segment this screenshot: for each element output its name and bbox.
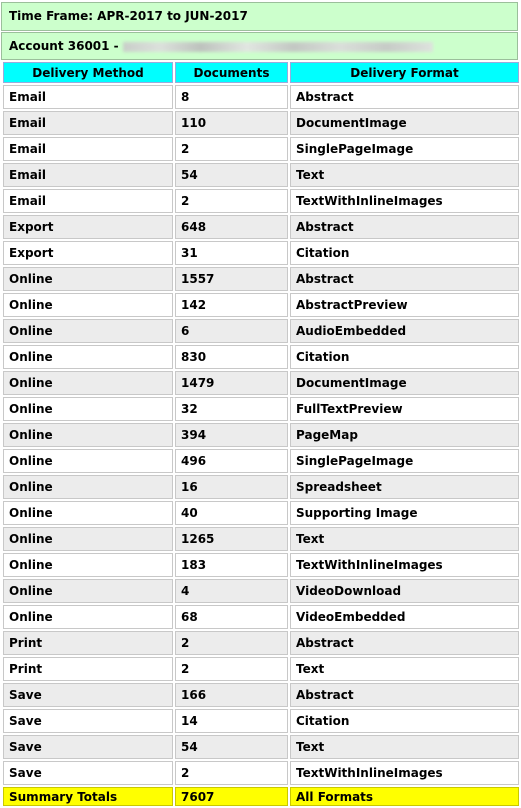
delivery-format-cell: TextWithInlineImages: [290, 553, 519, 577]
documents-cell: 2: [175, 657, 288, 681]
table-row: [3, 189, 519, 213]
delivery-format-cell: Text: [290, 735, 519, 759]
delivery-method-cell: Online: [3, 605, 173, 629]
table-row: [3, 527, 519, 551]
table-row: [3, 683, 519, 707]
delivery-format-cell: VideoDownload: [290, 579, 519, 603]
delivery-format-cell: SinglePageImage: [290, 449, 519, 473]
delivery-method-cell: Print: [3, 657, 173, 681]
delivery-method-cell: Online: [3, 345, 173, 369]
documents-cell: 2: [175, 631, 288, 655]
delivery-format-cell: VideoEmbedded: [290, 605, 519, 629]
table-row: [3, 371, 519, 395]
documents-cell: 6: [175, 319, 288, 343]
delivery-method-cell: Print: [3, 631, 173, 655]
delivery-method-cell: Online: [3, 397, 173, 421]
table-row: [3, 319, 519, 343]
documents-cell: 496: [175, 449, 288, 473]
delivery-method-cell: Email: [3, 189, 173, 213]
delivery-method-cell: Online: [3, 267, 173, 291]
delivery-method-cell: Save: [3, 683, 173, 707]
documents-cell: 2: [175, 761, 288, 785]
delivery-format-cell: Abstract: [290, 631, 519, 655]
delivery-format-cell: Text: [290, 163, 519, 187]
delivery-method-cell: Email: [3, 111, 173, 135]
delivery-report-table: [1, 60, 521, 808]
table-row: [3, 345, 519, 369]
delivery-method-cell: Email: [3, 137, 173, 161]
delivery-method-cell: Online: [3, 475, 173, 499]
documents-cell: 183: [175, 553, 288, 577]
table-row: [3, 241, 519, 265]
documents-cell: 32: [175, 397, 288, 421]
delivery-method-cell: Online: [3, 579, 173, 603]
documents-cell: 16: [175, 475, 288, 499]
documents-cell: 1479: [175, 371, 288, 395]
documents-cell: 1557: [175, 267, 288, 291]
documents-cell: 1265: [175, 527, 288, 551]
table-row: [3, 449, 519, 473]
delivery-format-cell: DocumentImage: [290, 371, 519, 395]
delivery-method-cell: Save: [3, 709, 173, 733]
documents-cell: 166: [175, 683, 288, 707]
column-header-delivery-format: Delivery Format: [290, 62, 519, 83]
documents-cell: 54: [175, 735, 288, 759]
documents-cell: 2: [175, 137, 288, 161]
delivery-format-cell: Supporting Image: [290, 501, 519, 525]
table-row: [3, 423, 519, 447]
delivery-method-cell: Save: [3, 761, 173, 785]
account-banner: [1, 32, 518, 60]
delivery-method-cell: Online: [3, 293, 173, 317]
delivery-format-cell: Abstract: [290, 267, 519, 291]
table-row: [3, 163, 519, 187]
delivery-format-cell: Abstract: [290, 215, 519, 239]
delivery-method-cell: Email: [3, 163, 173, 187]
table-row: [3, 397, 519, 421]
summary-totals-format: All Formats: [290, 787, 519, 806]
delivery-format-cell: TextWithInlineImages: [290, 189, 519, 213]
time-frame-label: Time Frame: APR-2017 to JUN-2017: [9, 9, 248, 23]
documents-cell: 648: [175, 215, 288, 239]
delivery-format-cell: Text: [290, 527, 519, 551]
table-row: [3, 761, 519, 785]
summary-totals-row: [3, 787, 519, 806]
delivery-method-cell: Online: [3, 449, 173, 473]
table-row: [3, 267, 519, 291]
table-row: [3, 475, 519, 499]
table-row: [3, 735, 519, 759]
documents-cell: 110: [175, 111, 288, 135]
delivery-method-cell: Email: [3, 85, 173, 109]
delivery-method-cell: Online: [3, 319, 173, 343]
delivery-method-cell: Save: [3, 735, 173, 759]
delivery-method-cell: Export: [3, 215, 173, 239]
table-body: [3, 85, 519, 806]
table-row: [3, 137, 519, 161]
delivery-format-cell: FullTextPreview: [290, 397, 519, 421]
delivery-method-cell: Online: [3, 553, 173, 577]
documents-cell: 54: [175, 163, 288, 187]
table-row: [3, 215, 519, 239]
table-row: [3, 579, 519, 603]
table-header-row: [3, 62, 519, 83]
column-header-delivery-method: Delivery Method: [3, 62, 173, 83]
table-row: [3, 501, 519, 525]
documents-cell: 14: [175, 709, 288, 733]
delivery-format-cell: Citation: [290, 241, 519, 265]
delivery-method-cell: Online: [3, 501, 173, 525]
delivery-format-cell: Abstract: [290, 683, 519, 707]
delivery-method-cell: Online: [3, 371, 173, 395]
table-row: [3, 553, 519, 577]
time-frame-banner: [1, 2, 518, 31]
documents-cell: 68: [175, 605, 288, 629]
delivery-format-cell: Spreadsheet: [290, 475, 519, 499]
delivery-format-cell: PageMap: [290, 423, 519, 447]
delivery-method-cell: Export: [3, 241, 173, 265]
documents-cell: 31: [175, 241, 288, 265]
delivery-format-cell: DocumentImage: [290, 111, 519, 135]
table-row: [3, 631, 519, 655]
documents-cell: 8: [175, 85, 288, 109]
delivery-format-cell: Citation: [290, 345, 519, 369]
table-row: [3, 111, 519, 135]
documents-cell: 2: [175, 189, 288, 213]
documents-cell: 394: [175, 423, 288, 447]
delivery-format-cell: Abstract: [290, 85, 519, 109]
summary-totals-documents: 7607: [175, 787, 288, 806]
delivery-format-cell: SinglePageImage: [290, 137, 519, 161]
delivery-method-cell: Online: [3, 527, 173, 551]
redacted-account-name: [123, 42, 433, 52]
documents-cell: 830: [175, 345, 288, 369]
account-label: Account 36001 -: [9, 39, 119, 53]
documents-cell: 4: [175, 579, 288, 603]
delivery-format-cell: TextWithInlineImages: [290, 761, 519, 785]
table-row: [3, 293, 519, 317]
documents-cell: 142: [175, 293, 288, 317]
table-row: [3, 709, 519, 733]
delivery-format-cell: Citation: [290, 709, 519, 733]
delivery-format-cell: AudioEmbedded: [290, 319, 519, 343]
delivery-format-cell: Text: [290, 657, 519, 681]
documents-cell: 40: [175, 501, 288, 525]
table-row: [3, 85, 519, 109]
column-header-documents: Documents: [175, 62, 288, 83]
summary-totals-label: Summary Totals: [3, 787, 173, 806]
table-row: [3, 657, 519, 681]
delivery-format-cell: AbstractPreview: [290, 293, 519, 317]
delivery-method-cell: Online: [3, 423, 173, 447]
table-row: [3, 605, 519, 629]
